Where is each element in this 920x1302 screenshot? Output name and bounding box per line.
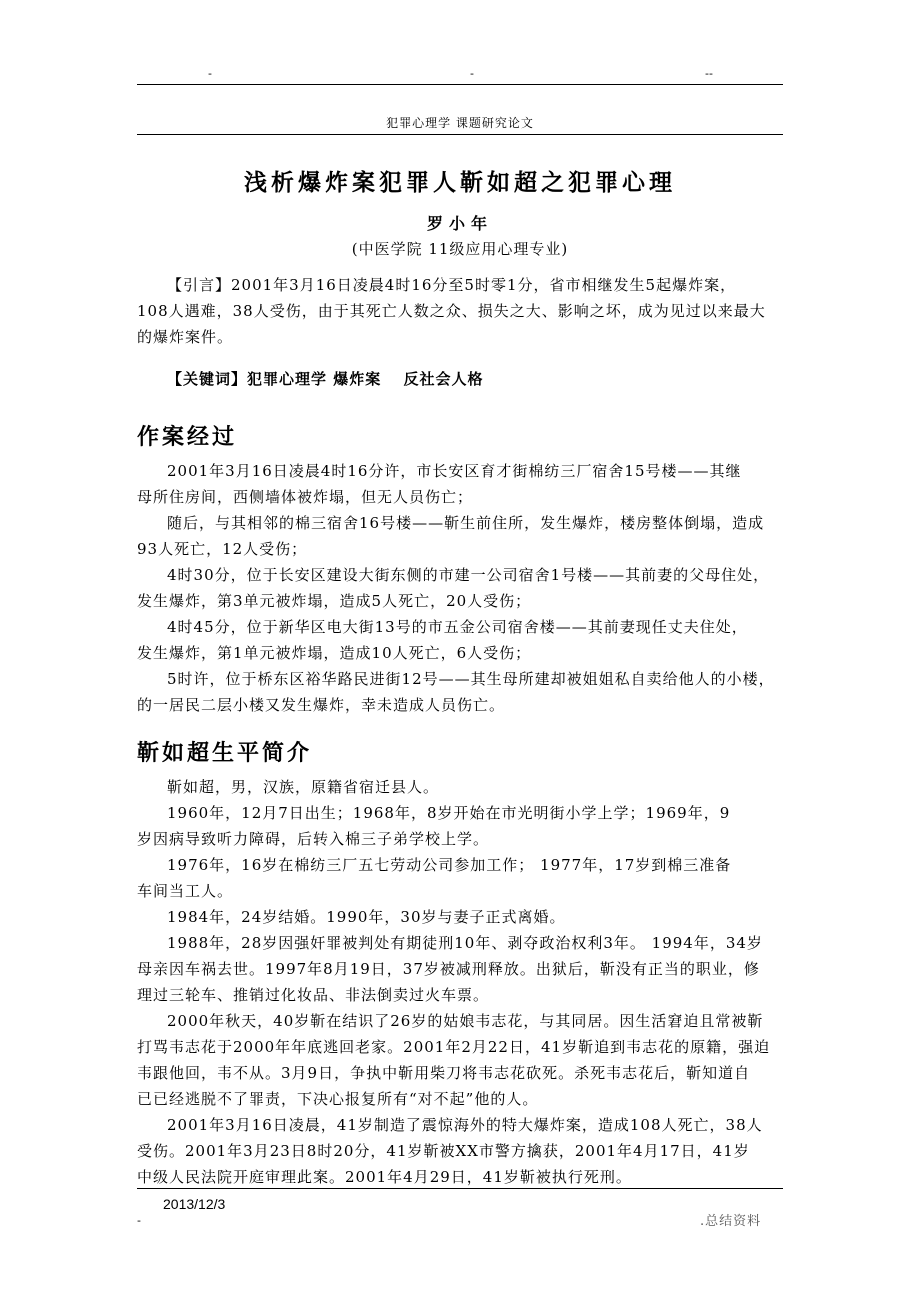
paragraph-line: 1984年，24岁结婚。1990年，30岁与妻子正式离婚。 (167, 908, 566, 926)
section-case-body (137, 458, 787, 718)
paragraph-line: 母所住房间，西侧墙体被炸塌，但无人员伤亡； (137, 488, 474, 506)
paragraph-line: 车间当工人。 (137, 882, 234, 900)
paragraph-line: 打骂韦志花于2000年年底逃回老家。2001年2月22日，41岁靳追到韦志花的原籍，强迫 (137, 1038, 771, 1056)
header-dash-left: - (208, 67, 212, 80)
paragraph-line: 受伤。2001年3月23日8时20分，41岁靳被XX市警方擒获，2001年4月17日，41岁 (137, 1142, 750, 1160)
header-dash-right: -- (705, 67, 713, 80)
paragraph-line: 5时许，位于桥东区裕华路民进街12号——其生母所建却被姐姐私自卖给他人的小楼， (167, 670, 775, 688)
paper-title: 浅析爆炸案犯罪人靳如超之犯罪心理 (244, 169, 676, 196)
paragraph-line: 已已经逃脱不了罪责，下决心报复所有“对不起”他的人。 (137, 1090, 539, 1108)
paragraph-line: 理过三轮车、推销过化妆品、非法倒卖过火车票。 (137, 986, 490, 1004)
footer-dash: - (137, 1214, 141, 1227)
paragraph-line: 2001年3月16日凌晨，41岁制造了震惊海外的特大爆炸案，造成108人死亡，38人 (167, 1116, 763, 1134)
paragraph-line: 中级人民法院开庭审理此案。2001年4月29日，41岁靳被执行死刑。 (137, 1168, 632, 1186)
footer-label: .总结资料 (700, 1214, 762, 1229)
paragraph-line: 靳如超，男，汉族，原籍省宿迁县人。 (167, 778, 440, 796)
keywords (137, 366, 787, 392)
paper-author: 罗小年 (426, 214, 493, 233)
paragraph-line: 1988年，28岁因强奸罪被判处有期徒刑10年、剥夺政治权利3年。 1994年，34岁 (167, 934, 763, 952)
paragraph-line: 岁因病导致听力障碍，后转入棉三子弟学校上学。 (137, 830, 490, 848)
paragraph-line: 1976年，16岁在棉纺三厂五七劳动公司参加工作； 1977年，17岁到棉三准备 (167, 856, 732, 874)
section-biography-body (137, 774, 787, 1190)
paragraph-line: 4时30分，位于长安区建设大街东侧的市建一公司宿舍1号楼——其前妻的父母住处， (167, 566, 770, 584)
paragraph-line: 随后，与其相邻的棉三宿舍16号楼——靳生前住所，发生爆炸，楼房整体倒塌，造成 (167, 514, 765, 532)
header-rule-bottom (137, 134, 783, 135)
paragraph-line: 的一居民二层小楼又发生爆炸，幸未造成人员伤亡。 (137, 696, 506, 714)
footer-date: 2013/12/3 (163, 1196, 226, 1212)
section-heading-biography: 靳如超生平简介 (137, 740, 313, 766)
paragraph-line: 1960年，12月7日出生；1968年，8岁开始在市光明街小学上学；1969年，9 (167, 804, 731, 822)
footer-rule (137, 1188, 783, 1189)
abstract-line: 108人遇难，38人受伤，由于其死亡人数之众、损失之大、影响之坏，成为见过以来最大 (137, 302, 766, 320)
paper-affiliation: (中医学院 11级应用心理专业) (351, 240, 569, 258)
abstract-line: 的爆炸案件。 (137, 328, 234, 346)
paragraph-line: 93人死亡，12人受伤； (137, 540, 308, 558)
abstract (137, 272, 787, 350)
paragraph-line: 韦跟他回，韦不从。3月9日，争执中靳用柴刀将韦志花砍死。杀死韦志花后，靳知道自 (137, 1064, 751, 1082)
keywords-line: 【关键词】犯罪心理学 爆炸案 反社会人格 (167, 370, 484, 388)
paragraph-line: 发生爆炸，第1单元被炸塌，造成10人死亡，6人受伤； (137, 644, 532, 662)
running-title: 犯罪心理学 课题研究论文 (386, 116, 534, 130)
paragraph-line: 2001年3月16日凌晨4时16分许，市长安区育才街棉纺三厂宿舍15号楼——其继 (167, 462, 742, 480)
header-dash-center: - (470, 67, 474, 80)
paragraph-line: 母亲因车祸去世。1997年8月19日，37岁被减刑释放。出狱后，靳没有正当的职业，修 (137, 960, 760, 978)
header-rule-top (137, 84, 783, 85)
paragraph-line: 2000年秋天，40岁靳在结识了26岁的姑娘韦志花，与其同居。因生活窘迫且常被靳 (167, 1012, 764, 1030)
paragraph-line: 4时45分，位于新华区电大街13号的市五金公司宿舍楼——其前妻现任丈夫住处， (167, 618, 748, 636)
paragraph-line: 发生爆炸，第3单元被炸塌，造成5人死亡，20人受伤； (137, 592, 532, 610)
section-heading-case: 作案经过 (137, 424, 238, 450)
abstract-line: 【引言】2001年3月16日凌晨4时16分至5时零1分，省市相继发生5起爆炸案， (167, 276, 737, 294)
